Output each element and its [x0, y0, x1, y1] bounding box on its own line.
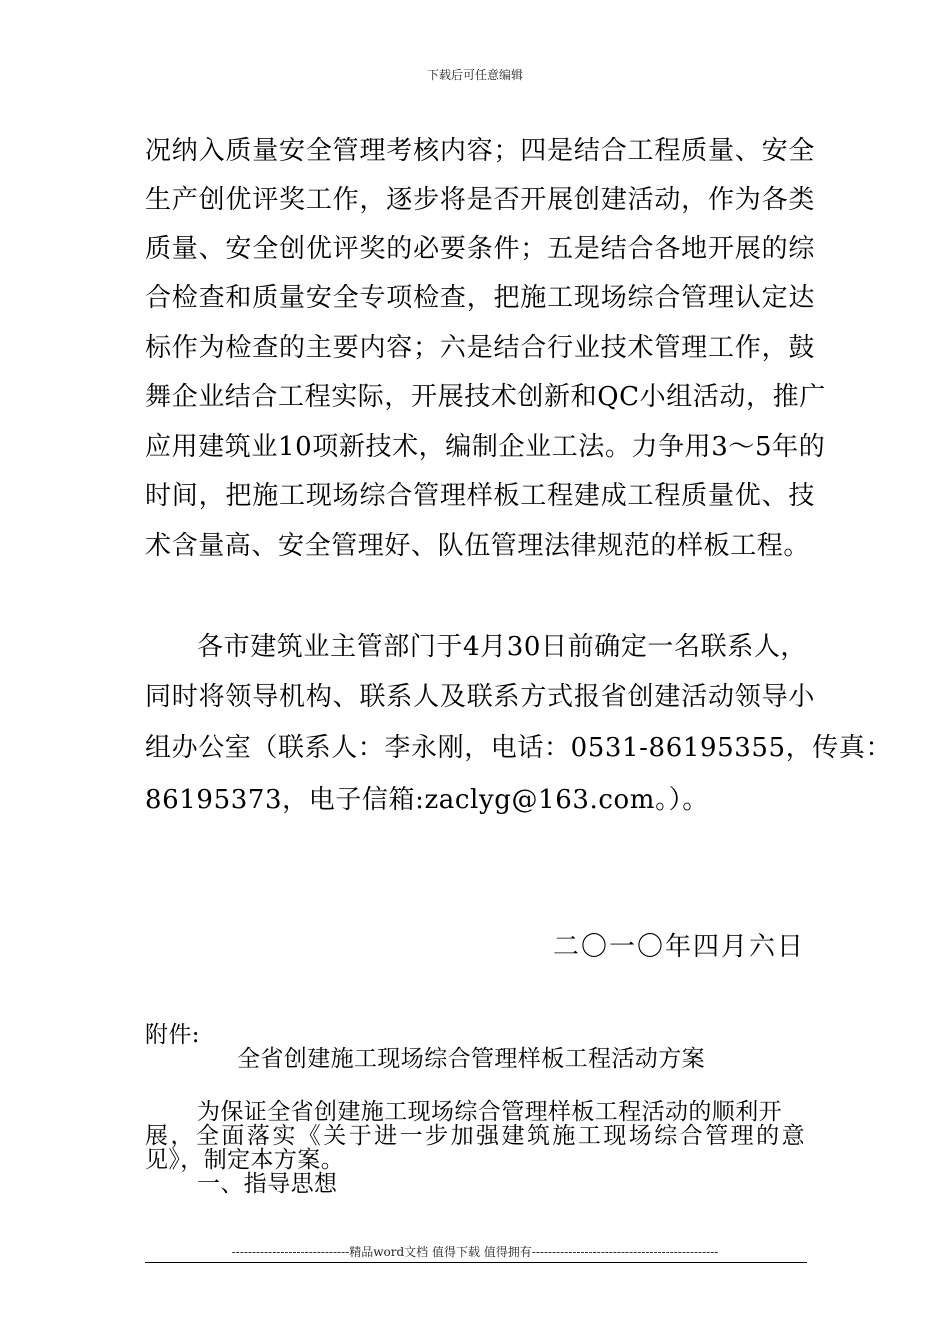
body-line-10: 各市建筑业主管部门于4月30日前确定一名联系人， [197, 632, 808, 662]
body-line-4: 合检查和质量安全专项检查，把施工现场综合管理认定达 [145, 283, 815, 313]
body-line-7: 应用建筑业10项新技术，编制企业工法。力争用3～5年的 [145, 432, 826, 462]
body-line-8: 时间，把施工现场综合管理样板工程建成工程质量优、技 [145, 481, 815, 511]
body-line-3: 质量、安全创优评奖的必要条件；五是结合各地开展的综 [145, 234, 815, 264]
attachment-title: 全省创建施工现场综合管理样板工程活动方案 [237, 1046, 705, 1072]
document-date: 二〇一〇年四月六日 [552, 932, 805, 962]
attachment-intro-line-3: 见》，制定本方案。 [145, 1147, 345, 1173]
page-header: 下载后可任意编辑 [426, 68, 523, 82]
page-footer: -----------------------------精品word文档 值得下载 值得拥有---------------------------------------------- [231, 1245, 719, 1259]
attachment-label: 附件: [145, 1022, 200, 1048]
footer-divider [145, 1262, 807, 1263]
body-line-5: 标作为检查的主要内容；六是结合行业技术管理工作，鼓 [145, 333, 815, 363]
section-heading: 一、指导思想 [197, 1171, 338, 1197]
body-line-6: 舞企业结合工程实际，开展技术创新和QC小组活动，推广 [145, 382, 826, 412]
attachment-intro-line-2: 展，全面落实《关于进一步加强建筑施工现场综合管理的意 [145, 1123, 805, 1149]
body-line-2: 生产创优评奖工作，逐步将是否开展创建活动，作为各类 [145, 185, 815, 215]
body-line-11: 同时将领导机构、联系人及联系方式报省创建活动领导小 [145, 682, 815, 712]
body-line-9: 术含量高、安全管理好、队伍管理法律规范的样板工程。 [145, 531, 811, 561]
body-line-1: 况纳入质量安全管理考核内容；四是结合工程质量、安全 [145, 136, 815, 166]
body-line-13: 86195373，电子信箱:zaclyg@163.com。）。 [145, 785, 709, 815]
body-line-12: 组办公室（联系人：李永刚，电话：0531-86195355，传真： [145, 733, 893, 763]
attachment-intro-line-1: 为保证全省创建施工现场综合管理样板工程活动的顺利开 [197, 1099, 782, 1125]
